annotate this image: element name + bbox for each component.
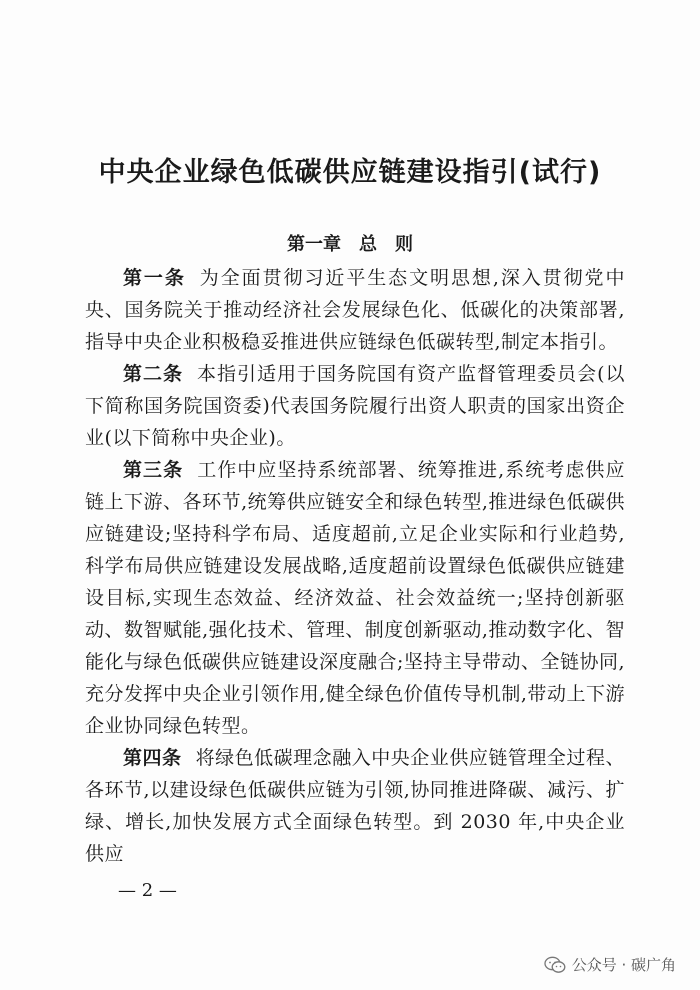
article-text: 将绿色低碳理念融入中央企业供应链管理全过程、各环节,以建设绿色低碳供应链为引领,协同推进降碳、减污、扩绿、增长,加快发展方式全面绿色转型。到 2030 年,中央企业供应 xyxy=(85,747,625,865)
article-label: 第一条 xyxy=(123,267,186,289)
watermark-text: 公众号 · 碳广角 xyxy=(571,956,676,974)
document-title: 中央企业绿色低碳供应链建设指引(试行) xyxy=(98,157,602,188)
page-number: — 2 — xyxy=(118,880,177,901)
article-text: 工作中应坚持系统部署、统筹推进,系统考虑供应链上下游、各环节,统筹供应链安全和绿色转型,推进绿色低碳供应链建设;坚持科学布局、适度超前,立足企业实际和行业趋势,科学布局供应链建设发展战略,适度超前设置绿色低碳供应链建设目标,实现生态效益、经济效益、社会效益统一;坚持创新驱动、数智赋能,强化技术、管理、制度创新驱动,推动数字化、智能化与绿色低碳供应链建设深度融合;坚持主导带动、全链协同,充分发挥中央企业引领作用,健全绿色价值传导机制,带动上下游企业协同绿色转型。 xyxy=(85,459,625,737)
article-3 xyxy=(85,454,625,742)
article-label: 第四条 xyxy=(123,747,182,769)
article-label: 第三条 xyxy=(123,459,184,481)
article-4 xyxy=(85,742,625,870)
article-label: 第二条 xyxy=(123,363,184,385)
document-body xyxy=(85,262,625,870)
chapter-heading: 第一章 总 则 xyxy=(287,234,413,255)
article-text: 本指引适用于国务院国有资产监督管理委员会(以下简称国务院国资委)代表国务院履行出资人职责的国家出资企业(以下简称中央企业)。 xyxy=(85,363,625,449)
article-text: 为全面贯彻习近平生态文明思想,深入贯彻党中央、国务院关于推动经济社会发展绿色化、低碳化的决策部署,指导中央企业积极稳妥推进供应链绿色低碳转型,制定本指引。 xyxy=(85,267,625,353)
article-2 xyxy=(85,358,625,454)
wechat-icon xyxy=(544,956,566,974)
watermark xyxy=(544,954,676,975)
article-1 xyxy=(85,262,625,358)
